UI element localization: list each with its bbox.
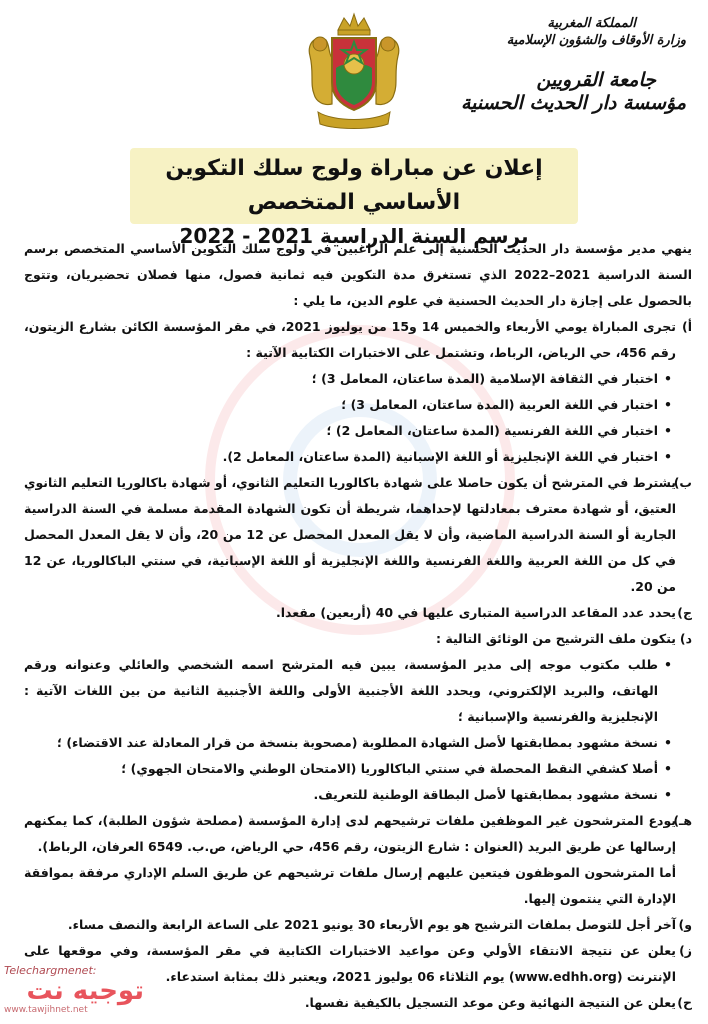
bullet-icon: • <box>664 735 672 750</box>
tests-list <box>24 366 692 470</box>
announcement-title: إعلان عن مباراة ولوج سلك التكوين الأساسي المتخصص <box>165 156 543 215</box>
watermark-site-url: www.tawjihnet.net <box>4 1005 88 1015</box>
ministry-name: وزارة الأوقاف والشؤون الإسلامية <box>506 33 686 48</box>
item-b-text: يشترط في المترشح أن يكون حاصلا على شهادة باكالوريا التعليم الثانوي، أو شهادة باكالوريا التعليم الثانوي العتيق، أو شهادة معترف بمعادلتها لإحداهما، شريطة أن تكون الشهادة المقدمة مسلمة في السنة الدراسية الجارية أو السنة الدراسية الماضية، وأن لا يقل المعدل المحصل عن 12 من 20، وأن لا يقل المعدل المحصل في كل من اللغة العربية واللغة الفرنسية واللغة الإنجليزية أو اللغة الإسبانية، في سنتي الباكالوريا، عن 12 من 20. <box>24 475 676 594</box>
item-f-marker: و) <box>678 917 692 932</box>
item-a <box>24 314 692 366</box>
item-e-marker: هـ) <box>673 813 692 828</box>
bullet-icon: • <box>664 371 672 386</box>
item-h-text: يعلن عن النتيجة النهائية وعن موعد التسجيل بالكيفية نفسها. <box>304 995 676 1010</box>
list-item: • اختبار في اللغة العربية (المدة ساعتان، المعامل 3) ؛ <box>24 392 658 418</box>
bullet-icon: • <box>664 423 672 438</box>
institution-name: مؤسسة دار الحديث الحسنية <box>461 92 686 114</box>
institution-header <box>456 16 686 115</box>
item-d-text: يتكون ملف الترشيح من الوثائق التالية : <box>436 631 676 646</box>
item-h-marker: ح) <box>677 995 692 1010</box>
bullet-icon: • <box>664 657 672 672</box>
list-item: • نسخة مشهود بمطابقتها لأصل البطاقة الوطنية للتعريف. <box>24 782 658 808</box>
university-name: جامعة القرويين <box>536 69 656 91</box>
watermark-download-label: Telechargmenet: <box>4 964 97 977</box>
list-item: • أصلا كشفي النقط المحصلة في سنتي الباكالوريا (الامتحان الوطني والامتحان الجهوي) ؛ <box>24 756 658 782</box>
announcement-title-box <box>130 148 578 248</box>
announcement-subtitle: برسم السنة الدراسية 2021 - 2022 <box>179 224 529 248</box>
item-f <box>24 912 692 938</box>
moroccan-coat-of-arms-icon <box>300 12 408 132</box>
item-d <box>24 626 692 652</box>
item-g-text: يعلن عن نتيجة الانتقاء الأولي وعن مواعيد الاختبارات الكتابية في مقر المؤسسة، وفي موقعها على الإنترنت (www.edhh.org) يوم الثلاثاء 06 يوليوز 2021، ويعتبر ذلك بمثابة استدعاء. <box>24 943 676 984</box>
bullet-icon: • <box>664 761 672 776</box>
list-item: • نسخة مشهود بمطابقتها لأصل الشهادة المطلوبة (مصحوبة بنسخة من قرار المعادلة عند الاقتضاء) ؛ <box>24 730 658 756</box>
item-c-text: يحدد عدد المقاعد الدراسية المتبارى عليها في 40 (أربعين) مقعدا. <box>275 605 676 620</box>
item-e-text2: أما المترشحون الموظفون فيتعين عليهم إرسال ملفات ترشيحهم عن طريق السلم الإداري مرفقة بموافقة الإدارة التي ينتمون إليها. <box>24 865 676 906</box>
item-d-marker: د) <box>679 631 692 646</box>
list-item: • اختبار في الثقافة الإسلامية (المدة ساعتان، المعامل 3) ؛ <box>24 366 658 392</box>
bullet-icon: • <box>664 449 672 464</box>
list-item: • اختبار في اللغة الفرنسية (المدة ساعتان، المعامل 2) ؛ <box>24 418 658 444</box>
list-item: • اختبار في اللغة الإنجليزية أو اللغة الإسبانية (المدة ساعتان، المعامل 2). <box>24 444 658 470</box>
item-c <box>24 600 692 626</box>
item-a-text: تجرى المباراة يومي الأربعاء والخميس 14 و15 من يوليوز 2021، في مقر المؤسسة الكائن بشارع الزيتون، رقم 456، حي الرياض، الرباط، وتشتمل على الاختبارات الكتابية الآتية : <box>24 319 677 360</box>
documents-list <box>24 652 692 808</box>
item-e-continued <box>24 860 692 912</box>
list-item: • طلب مكتوب موجه إلى مدير المؤسسة، يبين فيه المترشح اسمه الشخصي والعائلي وعنوانه ورقم الهاتف، والبريد الإلكتروني، ويحدد اللغة الأجنبية الأولى واللغة الأجنبية الثانية من بين اللغات الآتية : الإنجليزية والفرنسية والإسبانية ؛ <box>24 652 658 730</box>
announcement-body <box>24 236 692 1016</box>
document-header <box>0 10 708 132</box>
item-e <box>24 808 692 860</box>
kingdom-name: المملكة المغربية <box>547 16 636 31</box>
item-e-text: يودع المترشحون غير الموظفين ملفات ترشيحهم لدى إدارة المؤسسة (مصلحة شؤون الطلبة)، كما يمكنهم إرسالها عن طريق البريد (العنوان : شارع الزيتون، رقم 456، حي الرياض، ص.ب. 6549 العرفان، الرباط). <box>24 813 676 854</box>
item-b <box>24 470 692 600</box>
bullet-icon: • <box>664 397 672 412</box>
item-c-marker: ج) <box>677 605 692 620</box>
item-b-marker: ب) <box>673 475 692 490</box>
item-f-text: آخر أجل للتوصل بملفات الترشيح هو يوم الأربعاء 30 يونيو 2021 على الساعة الرابعة والنصف مساء. <box>67 917 676 932</box>
item-g-marker: ز) <box>679 943 692 958</box>
watermark-site-name: توجيه نت <box>26 976 144 1006</box>
intro-paragraph: ينهي مدير مؤسسة دار الحديث الحسنية إلى علم الراغبين في ولوج سلك التكوين الأساسي المتخصص برسم السنة الدراسية 2021–2022 الذي تستغرق مدة التكوين فيه ثمانية فصول، منها فصلان تحضيريان، وتتوج بالحصول على إجازة دار الحديث الحسنية في علوم الدين، ما يلي : <box>24 241 692 308</box>
item-a-marker: أ) <box>682 319 692 334</box>
bullet-icon: • <box>664 787 672 802</box>
site-watermark <box>4 964 144 1018</box>
